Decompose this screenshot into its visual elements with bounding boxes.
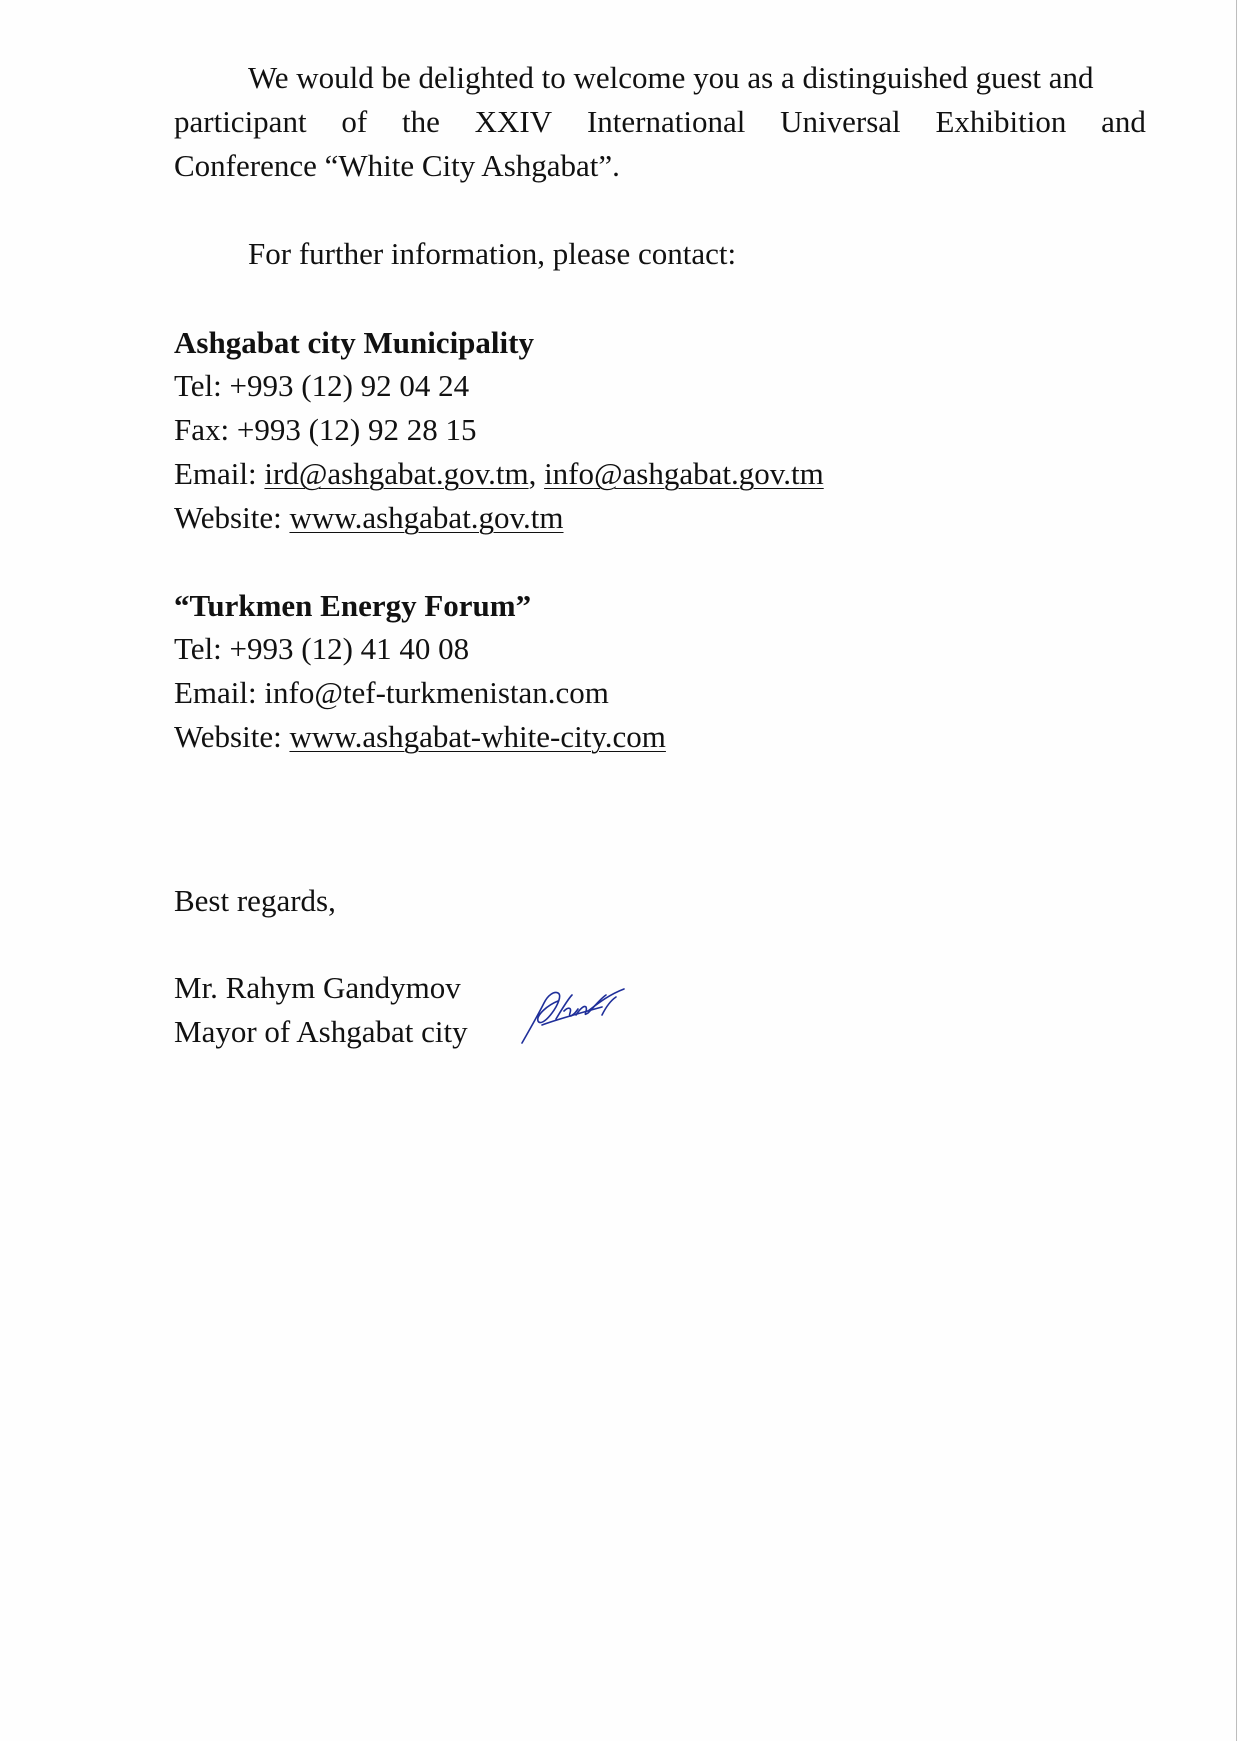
contact-prompt: For further information, please contact:	[248, 236, 737, 271]
tel-label: Tel:	[174, 368, 222, 403]
email-value: info@tef-turkmenistan.com	[264, 675, 609, 710]
tel-label: Tel:	[174, 631, 222, 666]
website-label: Website:	[174, 500, 282, 535]
tel-value: +993 (12) 41 40 08	[229, 631, 470, 666]
intro-line-3: Conference “White City Ashgabat”.	[174, 148, 620, 183]
intro-word: XXIV	[474, 104, 553, 139]
intro-word: and	[1101, 104, 1146, 139]
intro-line-1: We would be delighted to welcome you as a distinguished guest and	[248, 60, 1094, 95]
intro-paragraph	[174, 56, 1146, 188]
signer-title: Mayor of Ashgabat city	[174, 1014, 468, 1049]
website-label: Website:	[174, 719, 282, 754]
intro-word: participant	[174, 104, 307, 139]
page-edge	[1236, 0, 1237, 1741]
tel-value: +993 (12) 92 04 24	[229, 368, 470, 403]
municipality-website	[174, 496, 1146, 540]
forum-name: “Turkmen Energy Forum”	[174, 588, 532, 623]
signature-icon	[518, 985, 630, 1047]
email-link-ird[interactable]: ird@ashgabat.gov.tm	[264, 456, 529, 491]
municipality-name: Ashgabat city Municipality	[174, 325, 534, 360]
fax-value: +993 (12) 92 28 15	[236, 412, 477, 447]
intro-word: Exhibition	[935, 104, 1067, 139]
municipality-tel	[174, 364, 1146, 408]
forum-website	[174, 715, 1146, 759]
fax-label: Fax:	[174, 412, 230, 447]
municipality-fax	[174, 408, 1146, 452]
forum-email	[174, 671, 1146, 715]
email-label: Email:	[174, 456, 257, 491]
closing-regards: Best regards,	[174, 883, 336, 918]
forum-tel	[174, 627, 1146, 671]
website-link-forum[interactable]: www.ashgabat-white-city.com	[289, 719, 666, 754]
intro-word: the	[401, 104, 440, 139]
email-link-info[interactable]: info@ashgabat.gov.tm	[544, 456, 824, 491]
website-link-municipality[interactable]: www.ashgabat.gov.tm	[289, 500, 564, 535]
municipality-email	[174, 452, 1146, 496]
intro-word: of	[341, 104, 368, 139]
email-separator: ,	[528, 456, 537, 491]
intro-line-2	[174, 100, 1146, 144]
signer-name: Mr. Rahym Gandymov	[174, 970, 461, 1005]
intro-word: International	[586, 104, 746, 139]
email-label: Email:	[174, 675, 257, 710]
intro-word: Universal	[780, 104, 901, 139]
